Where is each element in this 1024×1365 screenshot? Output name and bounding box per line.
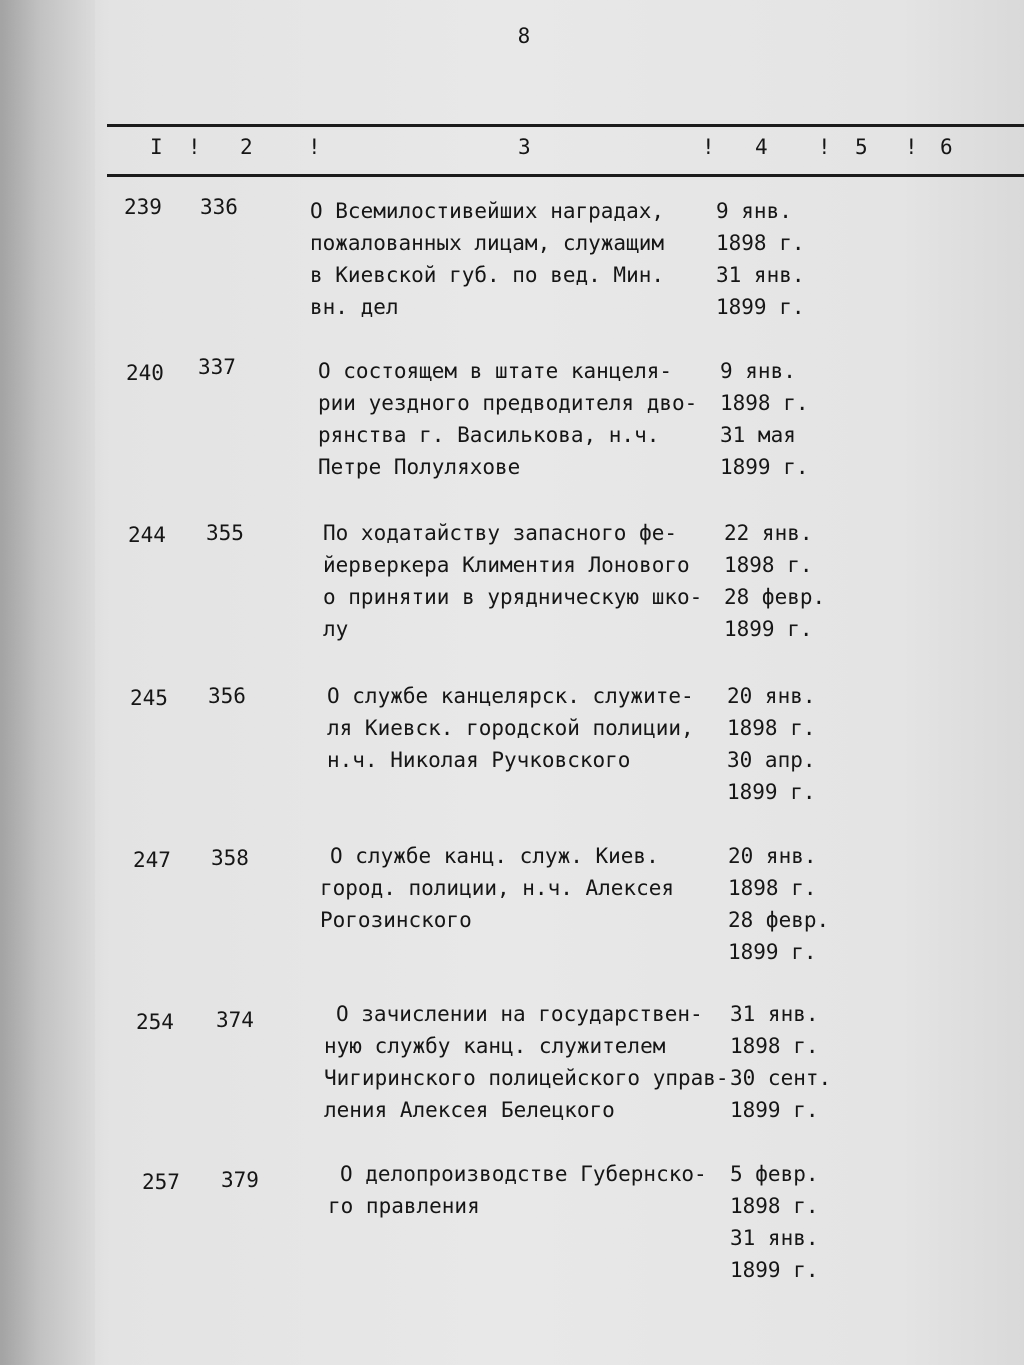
column-separator: ! [188,135,201,159]
date-line: 20 янв. [728,844,817,868]
entry-title [323,517,702,645]
title-line: О Всемилостивейших наградах, [310,199,665,223]
entry-number: 240 [126,361,164,385]
column-separator: ! [702,135,715,159]
title-line: О службе канц. служ. Киев. [330,844,659,868]
entry-dates [728,840,829,968]
title-line: ную службу канц. служителем [324,1034,666,1058]
date-line: 1899 г. [730,1258,819,1282]
title-line: го правления [328,1194,480,1218]
title-line: ления Алексея Белецкого [324,1098,615,1122]
entry-dates [716,195,805,323]
entry-number: 254 [136,1010,174,1034]
entry-title [324,998,729,1126]
date-line: 9 янв. [716,199,792,223]
entry-dates [727,680,816,808]
column-header-5: 5 [855,135,868,159]
title-line: рии уездного предводителя дво- [318,391,698,415]
date-line: 1898 г. [724,553,813,577]
entry [0,517,1024,667]
date-line: 31 мая [720,423,796,447]
date-line: 30 апр. [727,748,816,772]
date-line: 5 февр. [730,1162,819,1186]
entry-title [310,195,664,323]
title-line: Рогозинского [320,908,472,932]
entry [0,998,1024,1148]
date-line: 31 янв. [730,1002,819,1026]
date-line: 28 февр. [728,908,830,932]
entry-number: 247 [133,848,171,872]
date-line: 1898 г. [720,391,809,415]
title-line: Чигиринского полицейского управ- [324,1066,729,1090]
entry-title [318,355,697,483]
entry [0,195,1024,345]
column-header-4: 4 [755,135,768,159]
entry-number: 244 [128,523,166,547]
date-line: 28 февр. [724,585,826,609]
entry-number: 239 [124,195,162,219]
date-line: 1898 г. [728,876,817,900]
entry [0,680,1024,830]
entry [0,840,1024,990]
entry-file-number: 356 [208,684,246,708]
title-line: город. полиции, н.ч. Алексея [320,876,675,900]
entry-title [328,1158,707,1222]
title-line: йерверкера Климентия Лонового [323,553,690,577]
date-line: 1899 г. [730,1098,819,1122]
title-line: О зачислении на государствен- [336,1002,703,1026]
entry-file-number: 374 [216,1008,254,1032]
column-header-3: 3 [518,135,531,159]
date-line: 1898 г. [730,1034,819,1058]
date-line: 22 янв. [724,521,813,545]
date-line: 1899 г. [716,295,805,319]
title-line: ля Киевск. городской полиции, [327,716,694,740]
entry-file-number: 355 [206,521,244,545]
entry-file-number: 358 [211,846,249,870]
title-line: н.ч. Николая Ручковского [327,748,631,772]
column-header-1: I [150,135,163,159]
entry-dates [724,517,825,645]
entry-dates [730,1158,819,1286]
header-rule-bottom [107,174,1024,177]
date-line: 1899 г. [727,780,816,804]
entry-dates [730,998,831,1126]
date-line: 1899 г. [728,940,817,964]
header-rule-top [107,124,1024,127]
entry-file-number: 379 [221,1168,259,1192]
date-line: 1899 г. [724,617,813,641]
date-line: 1898 г. [716,231,805,255]
entry-title [327,680,694,776]
entry [0,1158,1024,1308]
title-line: Петре Полуляхове [318,455,521,479]
title-line: вн. дел [310,295,399,319]
title-line: По ходатайству запасного фе- [323,521,678,545]
column-header-6: 6 [940,135,953,159]
title-line: в Киевской губ. по вед. Мин. [310,263,665,287]
date-line: 31 янв. [730,1226,819,1250]
entry-number: 245 [130,686,168,710]
title-line: лу [323,617,349,641]
date-line: 1898 г. [727,716,816,740]
title-line: рянства г. Василькова, н.ч. [318,423,660,447]
entry [0,355,1024,505]
column-separator: ! [905,135,918,159]
date-line: 1899 г. [720,455,809,479]
entry-file-number: 336 [200,195,238,219]
date-line: 31 янв. [716,263,805,287]
title-line: О службе канцелярск. служите- [327,684,694,708]
date-line: 1898 г. [730,1194,819,1218]
date-line: 20 янв. [727,684,816,708]
title-line: О делопроизводстве Губернско- [340,1162,707,1186]
page-number: 8 [517,24,531,48]
title-line: О состоящем в штате канцеля- [318,359,673,383]
entry-number: 257 [142,1170,180,1194]
title-line: пожалованных лицам, служащим [310,231,665,255]
entry-dates [720,355,809,483]
column-separator: ! [308,135,321,159]
entry-title [320,840,674,936]
column-separator: ! [818,135,831,159]
column-header-2: 2 [240,135,253,159]
date-line: 9 янв. [720,359,796,383]
title-line: о принятии в урядническую шко- [323,585,703,609]
entry-file-number: 337 [198,355,236,379]
date-line: 30 сент. [730,1066,832,1090]
